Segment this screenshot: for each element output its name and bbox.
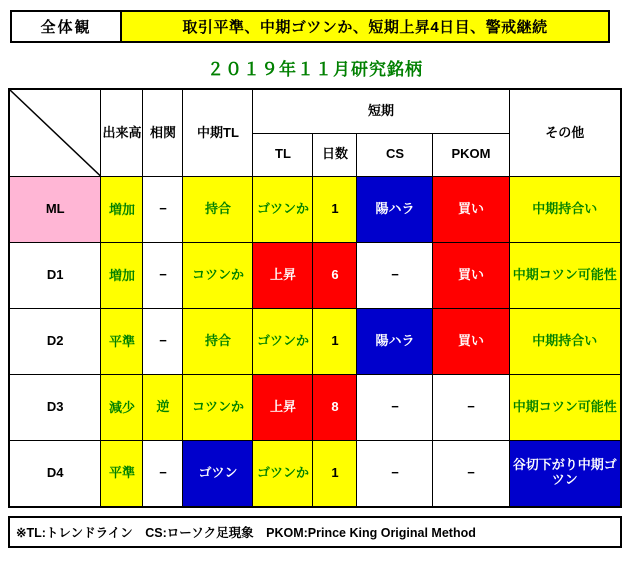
column-header-short-pkom: PKOM xyxy=(433,133,509,176)
table-row xyxy=(9,375,621,441)
table-row xyxy=(9,243,621,309)
cell-short-tl-d4: ゴツンか xyxy=(253,441,313,507)
cell-short-days-d3: 8 xyxy=(313,375,357,441)
column-header-correlation xyxy=(143,89,183,177)
column-header-short-days-label: 日数 xyxy=(321,146,348,162)
row-label-d4: D4 xyxy=(9,441,101,507)
cell-midterm-d2: 持合 xyxy=(183,309,253,375)
cell-short-pkom-d1: 買い xyxy=(433,243,509,309)
row-label-d1: D1 xyxy=(9,243,101,309)
row-label-ml: ML xyxy=(9,177,101,243)
column-header-shortterm-group: 短期 xyxy=(253,89,509,133)
cell-correlation-ml: − xyxy=(143,177,183,243)
cell-correlation-d2: − xyxy=(143,309,183,375)
table-row xyxy=(9,441,621,507)
cell-midterm-ml: 持合 xyxy=(183,177,253,243)
cell-short-pkom-d2: 買い xyxy=(433,309,509,375)
diagonal-line-icon xyxy=(10,90,101,176)
research-matrix-table xyxy=(8,88,622,508)
cell-other-d1: 中期コツン可能性 xyxy=(509,243,621,309)
cell-short-cs-ml: 陽ハラ xyxy=(357,177,433,243)
cell-short-cs-d4: − xyxy=(357,441,433,507)
table-header-row-1 xyxy=(9,89,621,133)
cell-volume-d4: 平準 xyxy=(101,441,143,507)
cell-short-days-ml: 1 xyxy=(313,177,357,243)
table-row xyxy=(9,309,621,375)
cell-correlation-d4: − xyxy=(143,441,183,507)
column-header-short-tl: TL xyxy=(253,133,313,176)
cell-correlation-d1: − xyxy=(143,243,183,309)
column-header-volume xyxy=(101,89,143,177)
corner-diagonal-cell xyxy=(9,89,101,177)
overview-label: 全体観 xyxy=(10,10,122,43)
overview-header xyxy=(10,10,610,43)
cell-midterm-d3: コツンか xyxy=(183,375,253,441)
cell-midterm-d4: ゴツン xyxy=(183,441,253,507)
column-header-short-days xyxy=(313,133,357,176)
column-header-short-cs: CS xyxy=(357,133,433,176)
column-header-midterm xyxy=(183,89,253,177)
cell-other-d4: 谷切下がり中期ゴツン xyxy=(509,441,621,507)
column-header-midterm-label: 中期TL xyxy=(197,124,239,140)
cell-short-pkom-d4: − xyxy=(433,441,509,507)
cell-correlation-d3: 逆 xyxy=(143,375,183,441)
cell-short-cs-d3: − xyxy=(357,375,433,441)
cell-short-pkom-d3: − xyxy=(433,375,509,441)
column-header-volume-label: 出来高 xyxy=(102,125,142,141)
cell-short-days-d1: 6 xyxy=(313,243,357,309)
cell-volume-ml: 増加 xyxy=(101,177,143,243)
cell-short-cs-d2: 陽ハラ xyxy=(357,309,433,375)
cell-midterm-d1: コツンか xyxy=(183,243,253,309)
cell-other-d3: 中期コツン可能性 xyxy=(509,375,621,441)
cell-short-tl-d1: 上昇 xyxy=(253,243,313,309)
legend-footnote: ※TL:トレンドライン CS:ローソク足現象 PKOM:Prince King Original Method xyxy=(8,516,622,548)
page-title: ２０１９年１１月研究銘柄 xyxy=(207,60,423,79)
cell-volume-d3: 減少 xyxy=(101,375,143,441)
cell-volume-d2: 平準 xyxy=(101,309,143,375)
column-header-correlation-label: 相関 xyxy=(149,124,176,140)
table-body xyxy=(9,177,621,507)
cell-short-days-d4: 1 xyxy=(313,441,357,507)
cell-short-pkom-ml: 買い xyxy=(433,177,509,243)
overview-summary: 取引平準、中期ゴツンか、短期上昇4日目、警戒継続 xyxy=(122,10,610,43)
cell-short-tl-d2: ゴツンか xyxy=(253,309,313,375)
row-label-d3: D3 xyxy=(9,375,101,441)
cell-volume-d1: 増加 xyxy=(101,243,143,309)
cell-short-tl-d3: 上昇 xyxy=(253,375,313,441)
column-header-other: その他 xyxy=(509,89,621,177)
cell-other-ml: 中期持合い xyxy=(509,177,621,243)
cell-short-tl-ml: ゴツンか xyxy=(253,177,313,243)
table-row xyxy=(9,177,621,243)
cell-short-days-d2: 1 xyxy=(313,309,357,375)
cell-short-cs-d1: − xyxy=(357,243,433,309)
row-label-d2: D2 xyxy=(9,309,101,375)
cell-other-d2: 中期持合い xyxy=(509,309,621,375)
